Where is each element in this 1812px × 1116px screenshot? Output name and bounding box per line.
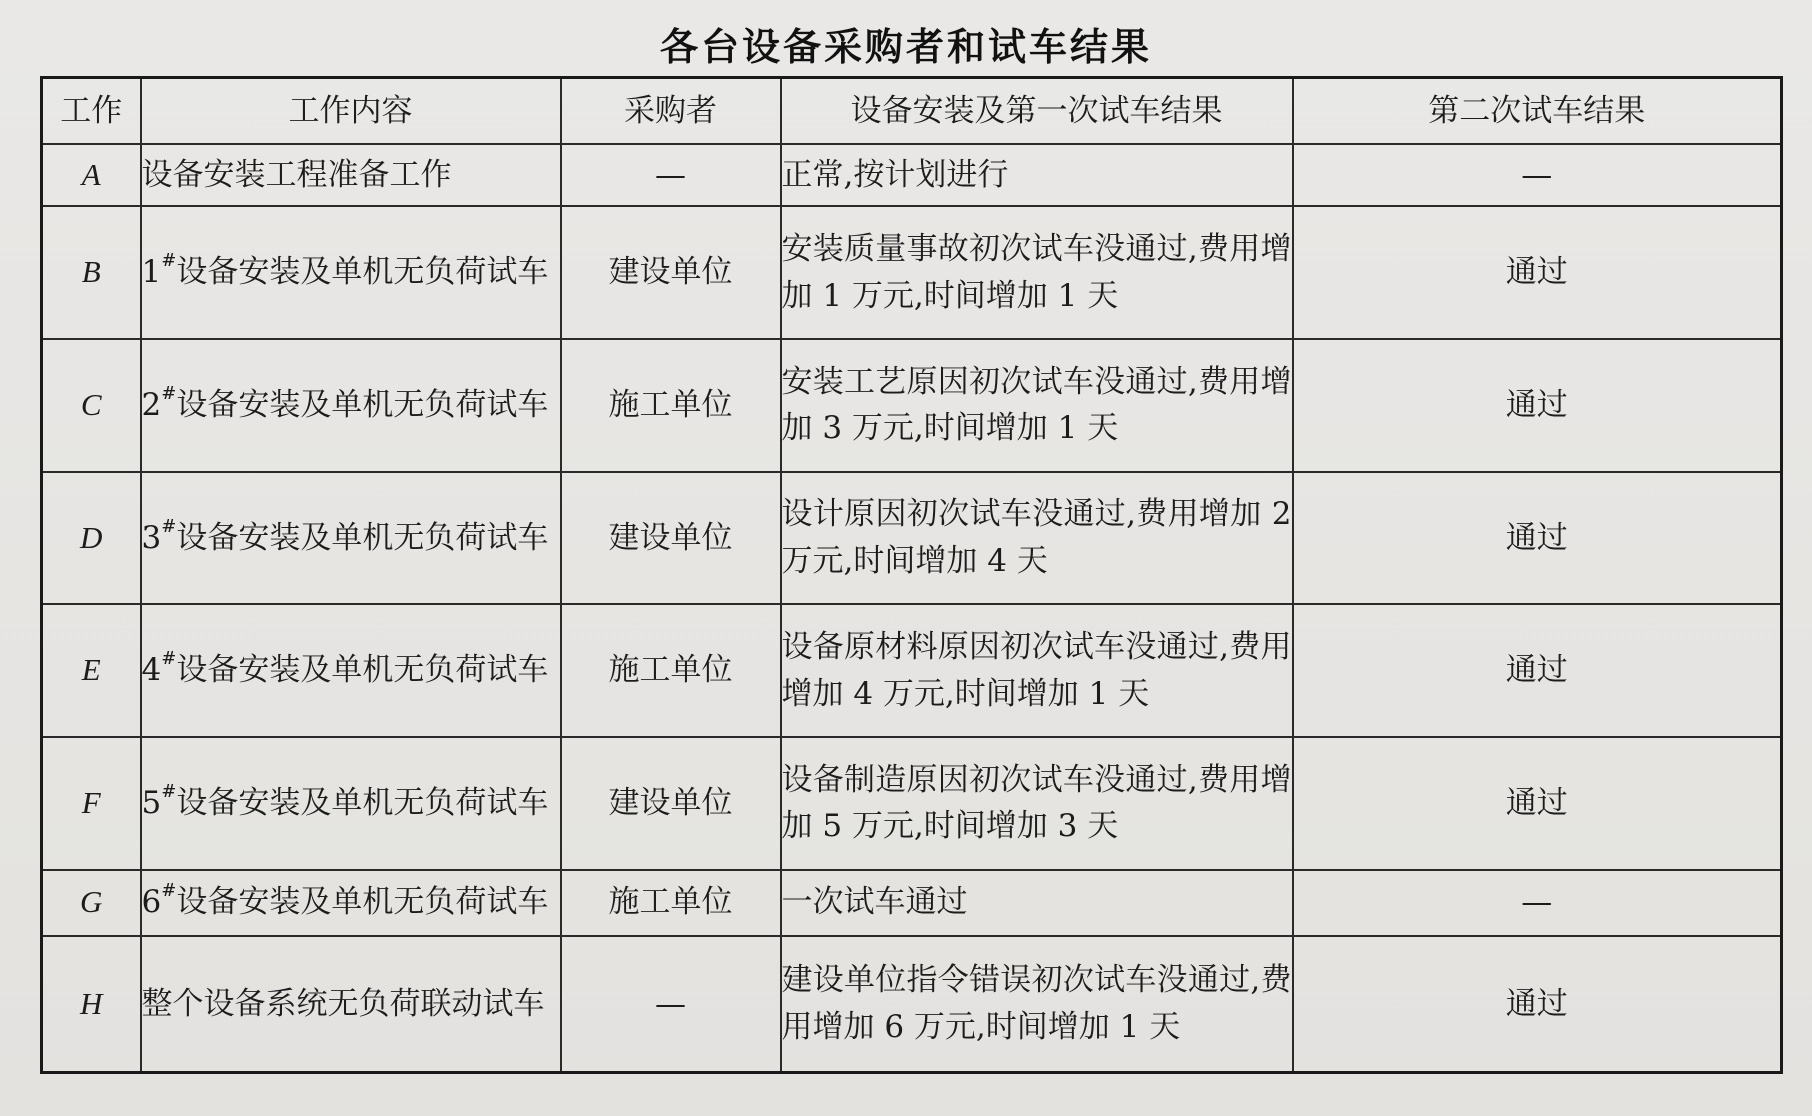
work-content-text: 设备安装及单机无负荷试车 [176,254,549,291]
work-content [141,339,561,472]
second-trial-result: 通过 [1293,339,1782,472]
header-first-result: 设备安装及第一次试车结果 [781,78,1293,145]
header-work: 工作 [42,78,141,145]
work-id: A [42,144,141,206]
second-trial-result: 通过 [1293,936,1782,1073]
work-content [141,737,561,870]
work-content-text: 设备安装工程准备工作 [141,156,452,193]
table-row [42,936,1782,1073]
purchaser: 施工单位 [561,339,781,472]
work-content-text: 设备安装及单机无负荷试车 [176,784,549,821]
first-trial-result: 正常,按计划进行 [781,144,1293,206]
header-content: 工作内容 [141,78,561,145]
second-trial-result: — [1293,870,1782,936]
work-id: H [42,936,141,1073]
work-content-text: 设备安装及单机无负荷试车 [176,519,549,556]
equipment-number: 5 [141,784,162,821]
purchaser: — [561,936,781,1073]
equipment-number: 3 [141,519,162,556]
first-trial-result: 安装质量事故初次试车没通过,费用增加 1 万元,时间增加 1 天 [781,206,1293,339]
work-content-text: 整个设备系统无负荷联动试车 [141,985,545,1022]
header-purchaser: 采购者 [561,78,781,145]
purchaser: 建设单位 [561,737,781,870]
purchaser: — [561,144,781,206]
table-row [42,870,1782,936]
equipment-number-mark: # [161,515,177,537]
work-id: E [42,604,141,737]
equipment-trial-table [40,76,1783,1074]
work-content [141,206,561,339]
equipment-number-mark: # [161,250,177,272]
equipment-number: 4 [141,652,162,689]
work-content [141,936,561,1073]
first-trial-result: 一次试车通过 [781,870,1293,936]
equipment-number-mark: # [161,383,177,404]
purchaser: 建设单位 [561,206,781,339]
purchaser: 建设单位 [561,472,781,605]
second-trial-result: 通过 [1293,206,1782,339]
work-content [141,870,561,936]
table-body [42,144,1782,1073]
first-trial-result: 设计原因初次试车没通过,费用增加 2 万元,时间增加 4 天 [781,472,1293,605]
work-content [141,472,561,605]
work-content-text: 设备安装及单机无负荷试车 [176,884,549,921]
header-row [42,78,1782,145]
table-row [42,339,1782,472]
table-row [42,206,1782,339]
work-content [141,144,561,206]
work-content-text: 设备安装及单机无负荷试车 [176,387,549,423]
second-trial-result: 通过 [1293,472,1782,605]
equipment-number: 6 [141,884,162,921]
work-id: C [42,339,141,472]
equipment-number-mark: # [161,648,177,670]
work-id: F [42,737,141,870]
table-row [42,472,1782,605]
purchaser: 施工单位 [561,604,781,737]
second-trial-result: 通过 [1293,737,1782,870]
first-trial-result: 安装工艺原因初次试车没通过,费用增加 3 万元,时间增加 1 天 [781,339,1293,472]
equipment-number: 2 [141,387,162,423]
equipment-number: 1 [141,254,162,291]
table-title: 各台设备采购者和试车结果 [659,25,1152,69]
first-trial-result: 设备制造原因初次试车没通过,费用增加 5 万元,时间增加 3 天 [781,737,1293,870]
header-second-result: 第二次试车结果 [1293,78,1782,145]
table-row [42,144,1782,206]
work-id: G [42,870,141,936]
first-trial-result: 建设单位指令错误初次试车没通过,费用增加 6 万元,时间增加 1 天 [781,936,1293,1073]
equipment-number-mark: # [161,880,177,902]
purchaser: 施工单位 [561,870,781,936]
second-trial-result: 通过 [1293,604,1782,737]
second-trial-result: — [1293,144,1782,206]
work-id: D [42,472,141,605]
equipment-number-mark: # [161,780,177,802]
table-row [42,604,1782,737]
table-row [42,737,1782,870]
first-trial-result: 设备原材料原因初次试车没通过,费用增加 4 万元,时间增加 1 天 [781,604,1293,737]
work-content-text: 设备安装及单机无负荷试车 [176,652,549,689]
work-content [141,604,561,737]
work-id: B [42,206,141,339]
